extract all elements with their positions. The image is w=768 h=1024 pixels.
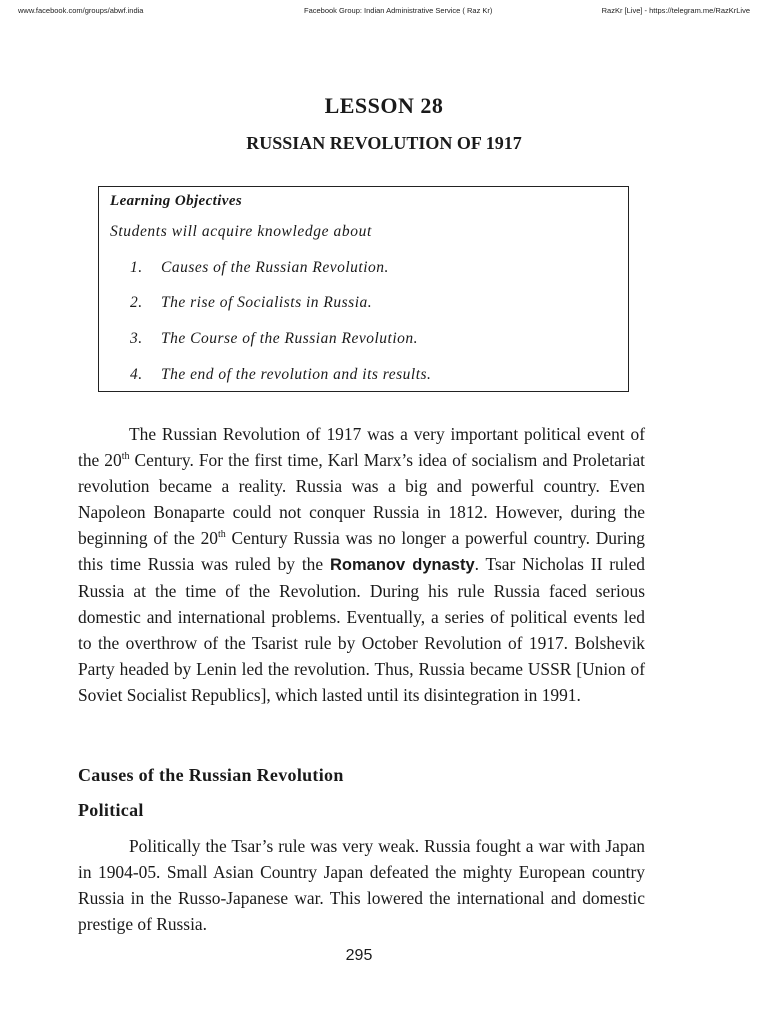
page-header (18, 6, 750, 20)
objective-text: The end of the revolution and its results. (161, 366, 432, 383)
page-number: 295 (345, 947, 373, 964)
objective-number: 2. (130, 294, 143, 311)
intro-paragraph-container (78, 421, 645, 708)
objective-text: Causes of the Russian Revolution. (161, 259, 389, 276)
paragraph-text: Century. For the first time, Karl Marx’s idea of socialism and Proletariat revolution became a reality. Russia was a big and powerful country. Even Napoleon Bonaparte could not conquer Russia in 1812. However, during the beginning of the 20 (78, 450, 645, 548)
political-paragraph-container (78, 833, 645, 937)
political-paragraph: Politically the Tsar’s rule was very weak. Russia fought a war with Japan in 1904-05. Small Asian Country Japan defeated the mighty European country Russia in the Russo-Japanese war. This lowered the international and domestic prestige of Russia. (78, 836, 645, 934)
objective-item (130, 366, 431, 384)
lesson-title: LESSON 28 (324, 93, 444, 118)
objective-item (130, 330, 418, 348)
objective-item (130, 259, 389, 277)
objectives-heading: Learning Objectives (110, 193, 243, 209)
header-left-link[interactable]: www.facebook.com/groups/abwf.india (18, 6, 144, 15)
objectives-intro: Students will acquire knowledge about (110, 223, 372, 240)
objective-item (130, 294, 372, 312)
subsection-heading: Political (78, 800, 144, 820)
header-right-link[interactable]: RazKr [Live] - https://telegram.me/RazKrLive (601, 6, 750, 15)
learning-objectives-box (98, 186, 629, 392)
intro-paragraph (78, 421, 645, 708)
superscript: th (121, 451, 130, 463)
header-center-text: Facebook Group: Indian Administrative Service ( Raz Kr) (304, 6, 493, 15)
objective-number: 3. (130, 330, 143, 347)
bold-term: Romanov dynasty (329, 556, 475, 574)
section-heading: Causes of the Russian Revolution (78, 765, 344, 785)
objective-number: 1. (130, 259, 143, 276)
paragraph-text: . Tsar Nicholas II ruled Russia at the time of the Revolution. During his rule Russia faced serious domestic and international problems. Eventually, a series of political events led to the overthrow of the Tsarist rule by October Revolution of 1917. Bolshevik Party headed by Lenin led the revolution. Thus, Russia became USSR [Union of Soviet Socialist Republics], which lasted until its disintegration in 1991. (78, 554, 646, 705)
paragraph-text: The Russian Revolution of 1917 was a very important political event of the 20 (78, 424, 645, 470)
objective-text: The Course of the Russian Revolution. (161, 330, 419, 347)
objective-text: The rise of Socialists in Russia. (161, 294, 373, 311)
lesson-subtitle: RUSSIAN REVOLUTION OF 1917 (246, 133, 522, 153)
paragraph-text: Century Russia was no longer a powerful country. During this time Russia was ruled by the (78, 528, 645, 574)
superscript: th (217, 529, 226, 541)
objective-number: 4. (130, 366, 143, 383)
